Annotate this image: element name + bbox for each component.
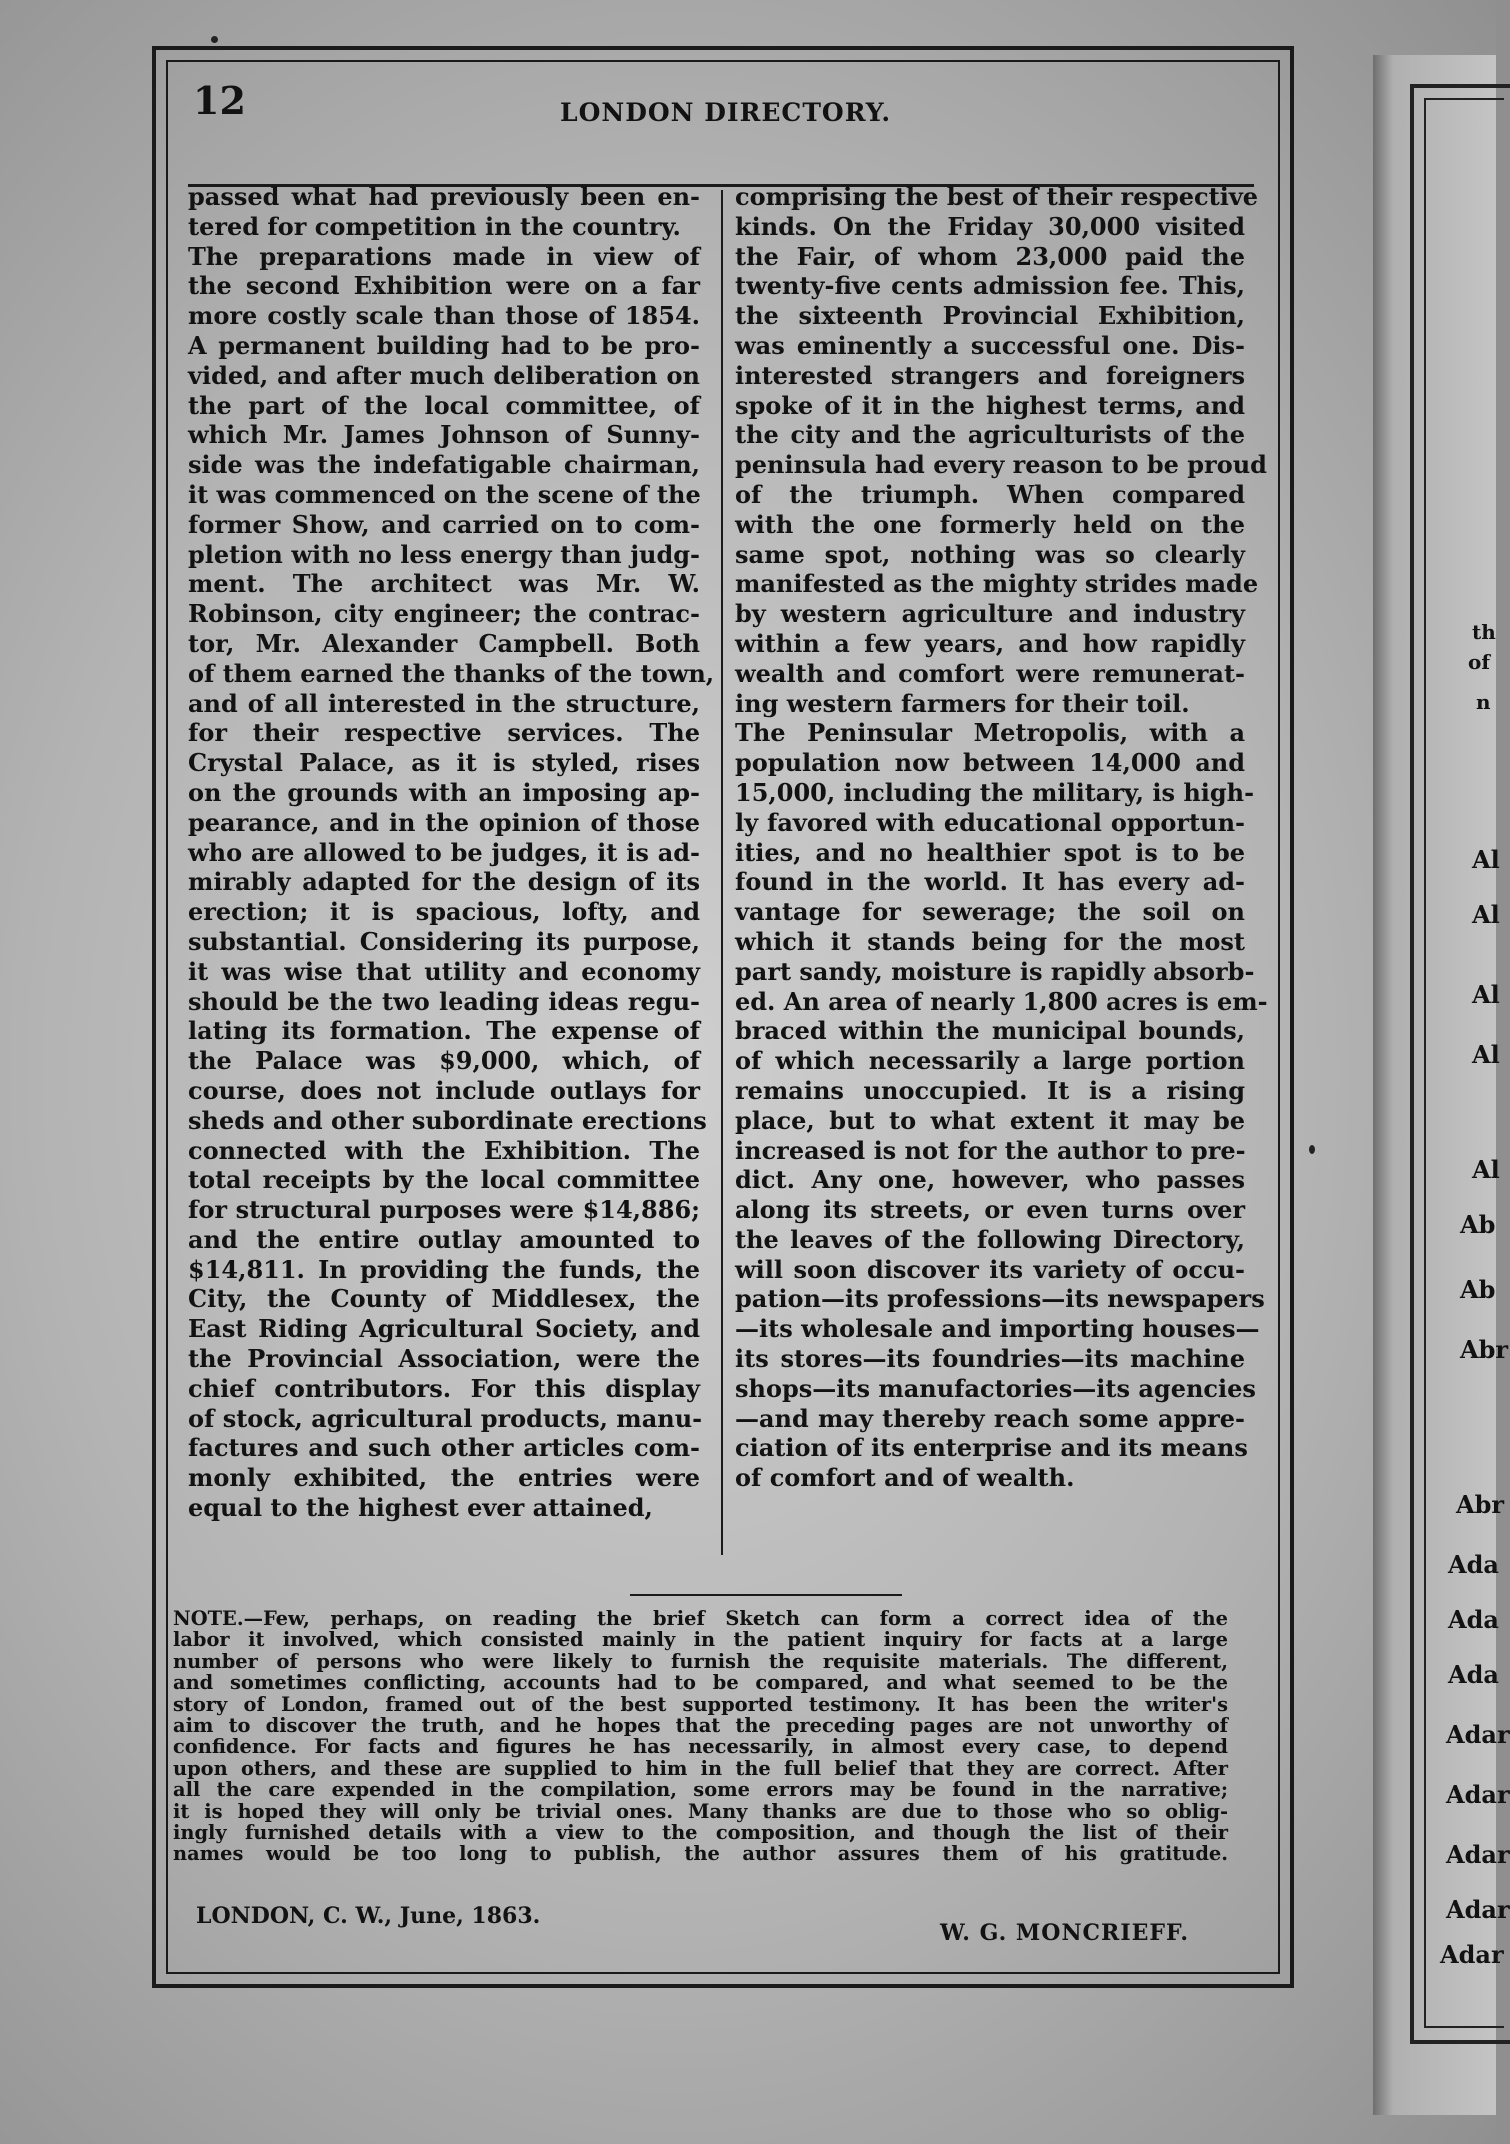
text-line: place, but to what extent it may be — [735, 1105, 1245, 1135]
text-line: ingly furnished details with a view to the composition, and though the list of their — [173, 1820, 1228, 1844]
text-line: vided, and after much deliberation on — [188, 360, 700, 390]
running-head: LONDON DIRECTORY. — [560, 98, 892, 127]
text-line: twenty-five cents admission fee. This, — [735, 271, 1245, 301]
text-line: the second Exhibition were on a far — [188, 271, 700, 301]
text-line: erection; it is spacious, lofty, and — [188, 897, 700, 927]
text-line: for their respective services. The — [188, 718, 700, 748]
text-line: of stock, agricultural products, manu- — [188, 1403, 703, 1433]
text-line: it is hoped they will only be trivial ones. Many thanks are due to those who so oblig- — [173, 1799, 1228, 1823]
text-line: the part of the local committee, of — [188, 390, 700, 420]
text-line: vantage for sewerage; the soil on — [735, 897, 1245, 927]
adjacent-page-word-fragment: Ada — [1448, 1660, 1499, 1689]
text-line: same spot, nothing was so clearly — [735, 539, 1245, 569]
text-line: part sandy, moisture is rapidly absorb- — [735, 956, 1255, 986]
text-line: shops—its manufactories—its agencies — [735, 1373, 1256, 1403]
text-line: peninsula had every reason to be proud — [735, 450, 1267, 480]
text-line: the Palace was $9,000, which, of — [188, 1046, 700, 1076]
text-line: will soon discover its variety of occu- — [735, 1254, 1245, 1284]
text-line: of the triumph. When compared — [735, 479, 1245, 509]
text-line: pation—its professions—its newspapers — [735, 1284, 1265, 1314]
adjacent-page-word-fragment: Ada — [1448, 1550, 1499, 1579]
text-line: number of persons who were likely to furnish the requisite materials. The different, — [173, 1649, 1228, 1673]
text-line: monly exhibited, the entries were — [188, 1463, 700, 1493]
adjacent-page-word-fragment: Ada — [1448, 1605, 1499, 1634]
dateline: LONDON, C. W., June, 1863. — [196, 1903, 541, 1929]
text-line: former Show, and carried on to com- — [188, 509, 700, 539]
text-line: along its streets, or even turns over — [735, 1195, 1245, 1225]
text-line: The Peninsular Metropolis, with a — [735, 718, 1245, 748]
text-line: ly favored with educational opportun- — [735, 807, 1245, 837]
text-line: ing western farmers for their toil. — [735, 688, 1190, 718]
text-line: passed what had previously been en- — [188, 182, 700, 211]
adjacent-page-word-fragment: Al — [1472, 1155, 1500, 1184]
text-line: sheds and other subordinate erections — [188, 1105, 707, 1135]
adjacent-page-word-fragment: th — [1472, 620, 1496, 644]
text-line: who are allowed to be judges, it is ad- — [188, 837, 700, 867]
text-line: was eminently a successful one. Dis- — [735, 330, 1245, 360]
text-line: and of all interested in the structure, — [188, 688, 700, 718]
text-line: with the one formerly held on the — [735, 509, 1245, 539]
page-number: 12 — [193, 78, 246, 123]
text-line: of them earned the thanks of the town, — [188, 658, 715, 688]
text-line: mirably adapted for the design of its — [188, 867, 700, 897]
adjacent-page-word-fragment: Abr — [1456, 1490, 1505, 1519]
text-line: story of London, framed out of the best supported testimony. It has been the writer's — [173, 1692, 1228, 1716]
text-line: the leaves of the following Directory, — [735, 1224, 1245, 1254]
text-line: tered for competition in the country. — [188, 211, 681, 241]
text-line: all the care expended in the compilation, some errors may be found in the narrative; — [173, 1778, 1228, 1802]
adjacent-page-word-fragment: of — [1468, 650, 1490, 674]
text-line: the Provincial Association, were the — [188, 1344, 700, 1374]
text-line: the Fair, of whom 23,000 paid the — [735, 241, 1245, 271]
text-line: aim to discover the truth, and he hopes that the preceding pages are not unworthy of — [173, 1713, 1228, 1737]
text-line: City, the County of Middlesex, the — [188, 1284, 700, 1314]
adjacent-page-word-fragment: Abr — [1460, 1335, 1509, 1364]
text-line: —its wholesale and importing houses— — [735, 1314, 1260, 1344]
text-line: population now between 14,000 and — [735, 748, 1245, 778]
text-line: $14,811. In providing the funds, the — [188, 1254, 700, 1284]
text-line: remains unoccupied. It is a rising — [735, 1075, 1245, 1105]
text-line: ciation of its enterprise and its means — [735, 1433, 1248, 1463]
text-line: the city and the agriculturists of the — [735, 420, 1245, 450]
text-line: —and may thereby reach some appre- — [735, 1403, 1245, 1433]
text-line: ities, and no healthier spot is to be — [735, 837, 1245, 867]
text-line: dict. Any one, however, who passes — [735, 1165, 1245, 1195]
adjacent-page-word-fragment: Al — [1472, 845, 1500, 874]
adjacent-page-word-fragment: n — [1476, 690, 1491, 714]
text-line: should be the two leading ideas regu- — [188, 986, 700, 1016]
adjacent-page-word-fragment: Al — [1472, 980, 1500, 1009]
text-line: its stores—its foundries—its machine — [735, 1344, 1245, 1374]
text-line: tor, Mr. Alexander Campbell. Both — [188, 628, 700, 658]
text-line: it was commenced on the scene of the — [188, 479, 701, 509]
text-line: pletion with no less energy than judg- — [188, 539, 700, 569]
adjacent-page-word-fragment: Al — [1472, 900, 1500, 929]
column-divider — [721, 190, 723, 1555]
adjacent-page-word-fragment: Adar — [1446, 1720, 1510, 1749]
adjacent-page-word-fragment: Adar — [1446, 1840, 1510, 1869]
text-line: lating its formation. The expense of — [188, 1016, 700, 1046]
text-line: equal to the highest ever attained, — [188, 1493, 653, 1523]
text-line: spoke of it in the highest terms, and — [735, 390, 1245, 420]
text-line: braced within the municipal bounds, — [735, 1016, 1245, 1046]
author-signature: W. G. MONCRIEFF. — [940, 1920, 1190, 1946]
text-line: and sometimes conflicting, accounts had to be compared, and what seemed to be the — [173, 1671, 1228, 1695]
text-line: found in the world. It has every ad- — [735, 867, 1245, 897]
text-line: and the entire outlay amounted to — [188, 1224, 700, 1254]
text-line: increased is not for the author to pre- — [735, 1135, 1246, 1165]
text-line: which it stands being for the most — [735, 926, 1245, 956]
adjacent-page-word-fragment: Ab — [1460, 1275, 1496, 1304]
left-text-column — [188, 182, 715, 1523]
text-line: 15,000, including the military, is high- — [735, 777, 1255, 807]
text-line: East Riding Agricultural Society, and — [188, 1314, 700, 1344]
text-line: course, does not include outlays for — [188, 1075, 700, 1105]
text-line: substantial. Considering its purpose, — [188, 926, 700, 956]
text-line: on the grounds with an imposing ap- — [188, 777, 700, 807]
text-line: more costly scale than those of 1854. — [188, 301, 700, 331]
text-line: interested strangers and foreigners — [735, 360, 1245, 390]
text-line: of comfort and of wealth. — [735, 1463, 1075, 1493]
text-line: A permanent building had to be pro- — [188, 330, 700, 360]
author-note — [173, 1608, 1228, 1865]
adjacent-page-word-fragment: Adar — [1440, 1940, 1504, 1969]
text-line: kinds. On the Friday 30,000 visited — [735, 211, 1245, 241]
text-line: which Mr. James Johnson of Sunny- — [188, 420, 700, 450]
ink-speck — [1309, 1145, 1315, 1154]
text-line: side was the indefatigable chairman, — [188, 450, 700, 480]
note-rule — [630, 1594, 902, 1596]
adjacent-page-word-fragment: Adar — [1446, 1895, 1510, 1924]
text-line: confidence. For facts and figures he has necessarily, in almost every case, to depend — [173, 1735, 1228, 1759]
text-line: it was wise that utility and economy — [188, 956, 700, 986]
text-line: by western agriculture and industry — [735, 599, 1245, 629]
right-text-column — [735, 182, 1268, 1493]
text-line: chief contributors. For this display — [188, 1373, 700, 1403]
adjacent-page-word-fragment: Al — [1472, 1040, 1500, 1069]
ink-speck — [211, 36, 218, 43]
text-line: labor it involved, which consisted mainly in the patient inquiry for facts at a large — [173, 1628, 1228, 1652]
text-line: wealth and comfort were remunerat- — [735, 658, 1245, 688]
text-line: comprising the best of their respective — [735, 182, 1259, 211]
text-line: names would be too long to publish, the author assures them of his gratitude. — [173, 1842, 1228, 1866]
text-line: pearance, and in the opinion of those — [188, 807, 700, 837]
adjacent-page-word-fragment: Ab — [1460, 1210, 1496, 1239]
text-line: within a few years, and how rapidly — [735, 628, 1245, 658]
text-line: upon others, and these are supplied to him in the full belief that they are correct. After — [173, 1756, 1228, 1780]
text-line: ment. The architect was Mr. W. — [188, 569, 700, 599]
text-line: for structural purposes were $14,886; — [188, 1195, 700, 1225]
text-line: NOTE.—Few, perhaps, on reading the brief Sketch can form a correct idea of the — [173, 1607, 1228, 1630]
adjacent-page-word-fragment: Adar — [1446, 1780, 1510, 1809]
text-line: ed. An area of nearly 1,800 acres is em- — [735, 986, 1268, 1016]
text-line: manifested as the mighty strides made — [735, 569, 1259, 599]
text-line: Crystal Palace, as it is styled, rises — [188, 748, 700, 778]
text-line: total receipts by the local committee — [188, 1165, 700, 1195]
text-line: The preparations made in view of — [188, 241, 700, 271]
text-line: of which necessarily a large portion — [735, 1046, 1245, 1076]
text-line: the sixteenth Provincial Exhibition, — [735, 301, 1245, 331]
text-line: Robinson, city engineer; the contrac- — [188, 599, 700, 629]
text-line: factures and such other articles com- — [188, 1433, 700, 1463]
text-line: connected with the Exhibition. The — [188, 1135, 700, 1165]
